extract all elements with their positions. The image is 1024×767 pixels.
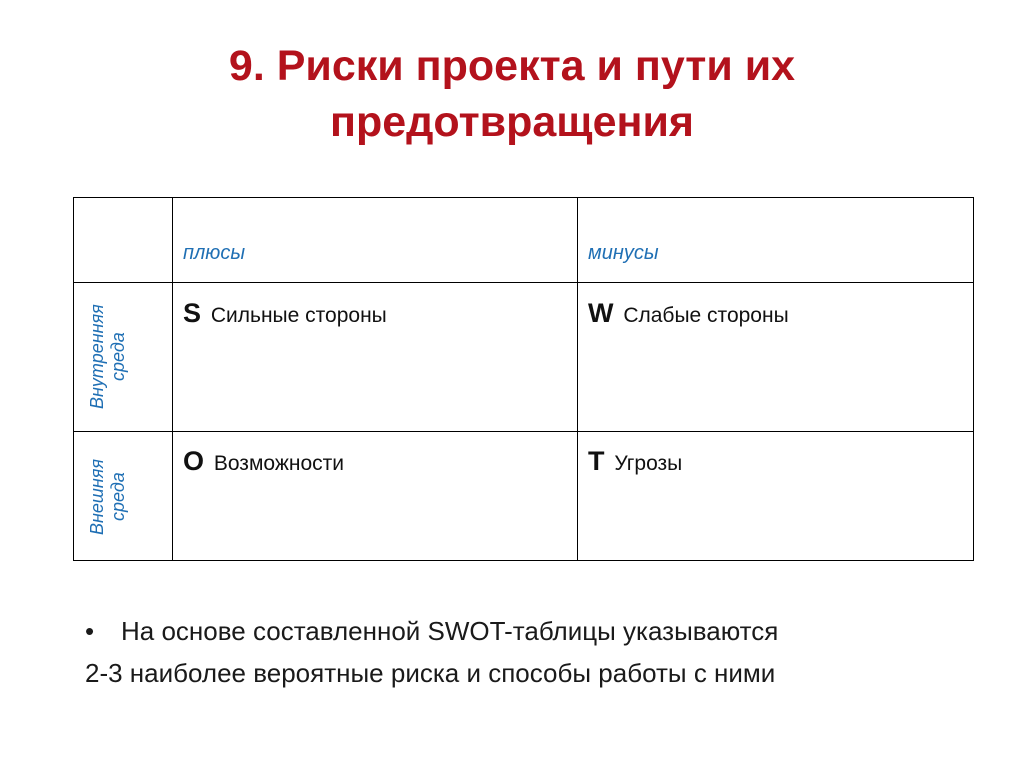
- bullet-icon: •: [85, 616, 95, 646]
- opportunities-text: Возможности: [213, 452, 344, 475]
- title-line-1: 9. Риски проекта и пути их: [228, 42, 796, 90]
- title-line-2: предотвращения: [329, 98, 694, 146]
- row-label-internal: Внутренняя среда: [87, 304, 128, 410]
- threats-letter: T: [588, 446, 605, 476]
- weaknesses-letter: W: [588, 298, 614, 328]
- body-text: [85, 610, 985, 694]
- threats-text: Угрозы: [614, 452, 683, 475]
- column-header-pros: плюсы: [183, 242, 246, 264]
- table-divider-horizontal-1: [74, 282, 973, 283]
- row-label-external: Внешняя среда: [87, 459, 128, 535]
- swot-table: [73, 197, 974, 561]
- table-divider-vertical-2: [577, 198, 578, 560]
- quadrant-weaknesses: [588, 298, 789, 329]
- table-divider-horizontal-2: [74, 431, 973, 432]
- body-line-1: На основе составленной SWOT-таблицы указываются: [121, 616, 779, 646]
- quadrant-opportunities: [183, 446, 344, 477]
- strengths-text: Сильные стороны: [210, 304, 387, 327]
- slide-title: [0, 38, 1024, 150]
- opportunities-letter: O: [183, 446, 205, 476]
- body-line-2: 2-3 наиболее вероятные риска и способы работы с ними: [85, 658, 776, 688]
- quadrant-strengths: [183, 298, 387, 329]
- weaknesses-text: Слабые стороны: [623, 304, 789, 327]
- quadrant-threats: [588, 446, 682, 477]
- strengths-letter: S: [183, 298, 202, 328]
- table-divider-vertical-1: [172, 198, 173, 560]
- column-header-cons: минусы: [588, 242, 659, 264]
- bullet-line-1: [85, 610, 985, 652]
